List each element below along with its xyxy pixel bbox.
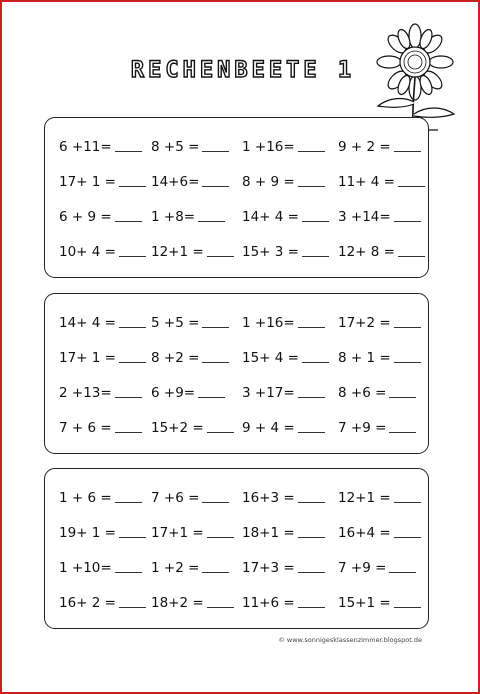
answer-blank[interactable] xyxy=(198,221,225,222)
math-problem xyxy=(151,381,239,405)
math-problem xyxy=(242,346,330,370)
problem-equation: 14+ 4 = xyxy=(242,209,299,225)
answer-blank[interactable] xyxy=(119,256,146,257)
problem-equation: 17+2 = xyxy=(338,315,391,331)
problem-equation: 5 +5 = xyxy=(151,315,200,331)
problem-equation: 12+1 = xyxy=(338,490,391,506)
title-outline-text xyxy=(118,50,368,90)
problem-equation: 6 +11= xyxy=(59,139,112,155)
problem-equation: 2 +13= xyxy=(59,385,112,401)
problem-equation: 1 +16= xyxy=(242,139,295,155)
math-problem xyxy=(242,205,330,229)
answer-blank[interactable] xyxy=(302,256,329,257)
problem-row xyxy=(45,591,428,615)
answer-blank[interactable] xyxy=(119,607,146,608)
math-problem xyxy=(242,170,330,194)
answer-blank[interactable] xyxy=(119,186,146,187)
answer-blank[interactable] xyxy=(394,537,421,538)
problem-equation: 12+ 8 = xyxy=(338,244,395,260)
problem-equation: 11+ 4 = xyxy=(338,174,395,190)
math-problem xyxy=(151,486,239,510)
math-problem xyxy=(338,521,426,545)
answer-blank[interactable] xyxy=(119,537,146,538)
answer-blank[interactable] xyxy=(394,151,421,152)
problem-row xyxy=(45,486,428,510)
answer-blank[interactable] xyxy=(207,432,234,433)
math-problem xyxy=(59,556,147,580)
math-problem xyxy=(338,556,426,580)
problem-equation: 1 +2 = xyxy=(151,560,200,576)
answer-blank[interactable] xyxy=(202,151,229,152)
math-problem xyxy=(59,521,147,545)
problem-row xyxy=(45,240,428,264)
problem-row xyxy=(45,521,428,545)
answer-blank[interactable] xyxy=(394,502,421,503)
math-problem xyxy=(338,381,426,405)
math-problem xyxy=(59,486,147,510)
problem-equation: 17+ 1 = xyxy=(59,174,116,190)
problem-equation: 16+3 = xyxy=(242,490,295,506)
problem-equation: 8 +5 = xyxy=(151,139,200,155)
answer-blank[interactable] xyxy=(202,502,229,503)
math-problem xyxy=(242,521,330,545)
math-problem xyxy=(59,135,147,159)
problem-equation: 1 +8= xyxy=(151,209,196,225)
problem-equation: 1 +16= xyxy=(242,315,295,331)
answer-blank[interactable] xyxy=(115,502,142,503)
answer-blank[interactable] xyxy=(298,502,325,503)
answer-blank[interactable] xyxy=(115,151,142,152)
answer-blank[interactable] xyxy=(298,151,325,152)
answer-blank[interactable] xyxy=(115,572,142,573)
problem-equation: 8 + 9 = xyxy=(242,174,295,190)
problem-equation: 8 +2 = xyxy=(151,350,200,366)
math-problem xyxy=(59,311,147,335)
problem-equation: 3 +14= xyxy=(338,209,391,225)
problem-equation: 3 +17= xyxy=(242,385,295,401)
answer-blank[interactable] xyxy=(298,397,325,398)
problem-row xyxy=(45,135,428,159)
problem-equation: 6 + 9 = xyxy=(59,209,112,225)
answer-blank[interactable] xyxy=(298,572,325,573)
math-problem xyxy=(151,556,239,580)
problem-equation: 7 +9 = xyxy=(338,420,387,436)
problem-equation: 14+ 4 = xyxy=(59,315,116,331)
math-problem xyxy=(59,416,147,440)
math-problem xyxy=(151,346,239,370)
answer-blank[interactable] xyxy=(207,607,234,608)
math-problem xyxy=(242,240,330,264)
problem-equation: 9 + 4 = xyxy=(242,420,295,436)
problem-equation: 15+2 = xyxy=(151,420,204,436)
problem-equation: 10+ 4 = xyxy=(59,244,116,260)
answer-blank[interactable] xyxy=(302,362,329,363)
math-problem xyxy=(338,170,426,194)
exercise-box-1 xyxy=(44,117,429,278)
answer-blank[interactable] xyxy=(394,221,421,222)
answer-blank[interactable] xyxy=(298,186,325,187)
math-problem xyxy=(338,486,426,510)
problem-equation: 14+6= xyxy=(151,174,200,190)
problem-equation: 8 + 1 = xyxy=(338,350,391,366)
answer-blank[interactable] xyxy=(389,432,416,433)
answer-blank[interactable] xyxy=(202,327,229,328)
problem-equation: 6 +9= xyxy=(151,385,196,401)
math-problem xyxy=(59,591,147,615)
math-problem xyxy=(59,346,147,370)
math-problem xyxy=(242,591,330,615)
math-problem xyxy=(151,416,239,440)
answer-blank[interactable] xyxy=(115,397,142,398)
math-problem xyxy=(338,311,426,335)
answer-blank[interactable] xyxy=(298,432,325,433)
math-problem xyxy=(242,381,330,405)
math-problem xyxy=(242,416,330,440)
answer-blank[interactable] xyxy=(398,186,425,187)
problem-equation: 17+1 = xyxy=(151,525,204,541)
math-problem xyxy=(242,135,330,159)
math-problem xyxy=(338,205,426,229)
answer-blank[interactable] xyxy=(298,327,325,328)
problem-row xyxy=(45,346,428,370)
problem-row xyxy=(45,311,428,335)
math-problem xyxy=(151,135,239,159)
problem-equation: 18+1 = xyxy=(242,525,295,541)
answer-blank[interactable] xyxy=(302,221,329,222)
exercise-box-2 xyxy=(44,293,429,454)
math-problem xyxy=(151,311,239,335)
problem-equation: 7 +9 = xyxy=(338,560,387,576)
math-problem xyxy=(338,591,426,615)
answer-blank[interactable] xyxy=(389,397,416,398)
math-problem xyxy=(59,170,147,194)
problem-equation: 15+1 = xyxy=(338,595,391,611)
answer-blank[interactable] xyxy=(389,572,416,573)
answer-blank[interactable] xyxy=(394,362,421,363)
math-problem xyxy=(242,556,330,580)
problem-row xyxy=(45,205,428,229)
answer-blank[interactable] xyxy=(207,256,234,257)
math-problem xyxy=(59,240,147,264)
answer-blank[interactable] xyxy=(398,256,425,257)
title-text: RECHENBEETE 1 xyxy=(130,58,356,83)
problem-equation: 7 +6 = xyxy=(151,490,200,506)
answer-blank[interactable] xyxy=(115,221,142,222)
problem-equation: 11+6 = xyxy=(242,595,295,611)
math-problem xyxy=(59,381,147,405)
math-problem xyxy=(338,135,426,159)
answer-blank[interactable] xyxy=(394,607,421,608)
problem-row xyxy=(45,416,428,440)
problem-equation: 1 +10= xyxy=(59,560,112,576)
answer-blank[interactable] xyxy=(202,572,229,573)
problem-row xyxy=(45,381,428,405)
answer-blank[interactable] xyxy=(298,607,325,608)
problem-equation: 12+1 = xyxy=(151,244,204,260)
problem-equation: 15+ 4 = xyxy=(242,350,299,366)
math-problem xyxy=(338,346,426,370)
math-problem xyxy=(151,205,239,229)
answer-blank[interactable] xyxy=(202,186,229,187)
math-problem xyxy=(59,205,147,229)
footer-credit: © www.sonnigesklassenzimmer.blogspot.de xyxy=(278,636,422,644)
problem-equation: 8 +6 = xyxy=(338,385,387,401)
answer-blank[interactable] xyxy=(115,432,142,433)
problem-equation: 16+4 = xyxy=(338,525,391,541)
answer-blank[interactable] xyxy=(298,537,325,538)
math-problem xyxy=(151,521,239,545)
page-title xyxy=(118,50,368,90)
problem-equation: 17+ 1 = xyxy=(59,350,116,366)
math-problem xyxy=(338,240,426,264)
math-problem xyxy=(151,591,239,615)
math-problem xyxy=(242,486,330,510)
problem-equation: 17+3 = xyxy=(242,560,295,576)
answer-blank[interactable] xyxy=(198,397,225,398)
answer-blank[interactable] xyxy=(119,327,146,328)
answer-blank[interactable] xyxy=(202,362,229,363)
problem-equation: 18+2 = xyxy=(151,595,204,611)
answer-blank[interactable] xyxy=(119,362,146,363)
problem-row xyxy=(45,170,428,194)
math-problem xyxy=(338,416,426,440)
math-problem xyxy=(151,240,239,264)
problem-equation: 7 + 6 = xyxy=(59,420,112,436)
problem-equation: 1 + 6 = xyxy=(59,490,112,506)
answer-blank[interactable] xyxy=(207,537,234,538)
problem-equation: 19+ 1 = xyxy=(59,525,116,541)
math-problem xyxy=(242,311,330,335)
problem-equation: 15+ 3 = xyxy=(242,244,299,260)
problem-equation: 9 + 2 = xyxy=(338,139,391,155)
math-problem xyxy=(151,170,239,194)
problem-row xyxy=(45,556,428,580)
answer-blank[interactable] xyxy=(394,327,421,328)
exercise-box-3 xyxy=(44,468,429,629)
problem-equation: 16+ 2 = xyxy=(59,595,116,611)
